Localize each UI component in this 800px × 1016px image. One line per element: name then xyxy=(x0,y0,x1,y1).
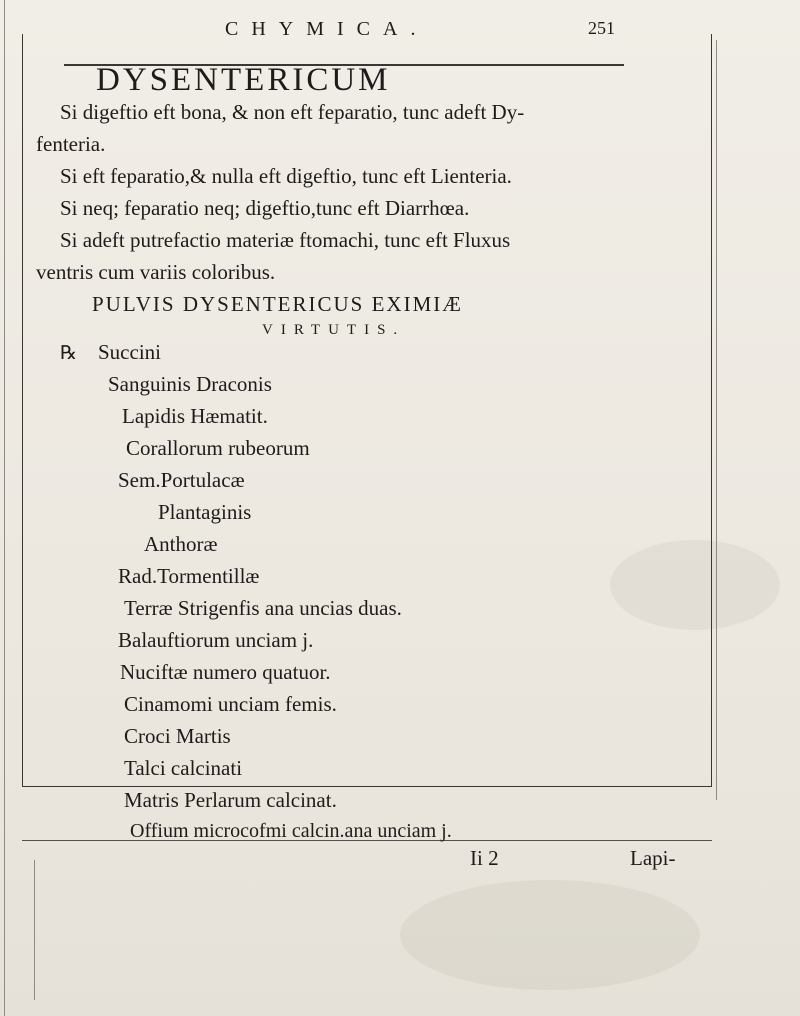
ingredient-line: Matris Perlarum calcinat. xyxy=(124,788,337,812)
ingredient-line: Talci calcinati xyxy=(124,756,243,780)
paragraph-line: Si adeft putrefactio materiæ ftomachi, tunc eft Fluxus xyxy=(60,228,511,252)
ingredient-line: Corallorum rubeorum xyxy=(126,436,310,460)
ingredient-line: Sanguinis Draconis xyxy=(108,372,272,396)
page-stain xyxy=(400,880,700,990)
running-title: CHYMICA. xyxy=(225,18,429,40)
left-page-edge xyxy=(4,0,5,1016)
ingredient-line: Croci Martis xyxy=(124,724,231,748)
paragraph-line: Si neq; feparatio neq; digeftio,tunc eft Diarrhœa. xyxy=(60,196,470,220)
paragraph-line: fenteria. xyxy=(36,132,106,156)
ingredient-line: Anthoræ xyxy=(144,532,218,556)
paragraph-line: Si eft feparatio,& nulla eft digeftio, tunc eft Lienteria. xyxy=(60,164,512,188)
recipe-symbol: ℞ xyxy=(60,342,78,364)
signature-mark: Ii 2 xyxy=(470,846,499,870)
ingredient-line: Nuciftæ numero quatuor. xyxy=(120,660,331,684)
recipe-heading: PULVIS DYSENTERICUS EXIMIÆ xyxy=(92,292,463,316)
ingredient-line: Balauftiorum unciam j. xyxy=(118,628,314,652)
paragraph-line: ventris cum variis coloribus. xyxy=(36,260,276,284)
paragraph-line: Si digeftio eft bona, & non eft feparatio, tunc adeft Dy- xyxy=(60,100,525,124)
page-title: DYSENTERICUM xyxy=(96,62,391,98)
ingredient-line: Cinamomi unciam femis. xyxy=(124,692,337,716)
ingredient-line: Offium microcofmi calcin.ana unciam j. xyxy=(130,820,452,842)
ingredient-line: Rad.Tormentillæ xyxy=(118,564,260,588)
catchword: Lapi- xyxy=(630,846,676,870)
ingredient-line: Succini xyxy=(98,340,161,364)
recipe-subheading: VIRTUTIS. xyxy=(262,322,406,338)
page-number: 251 xyxy=(588,18,615,38)
ingredient-line: Lapidis Hæmatit. xyxy=(122,404,268,428)
left-page-edge xyxy=(34,860,35,1000)
ingredient-line: Sem.Portulacæ xyxy=(118,468,245,492)
right-page-edge xyxy=(716,40,717,800)
ingredient-line: Terræ Strigenfis ana uncias duas. xyxy=(124,596,402,620)
ingredient-line: Plantaginis xyxy=(158,500,252,524)
